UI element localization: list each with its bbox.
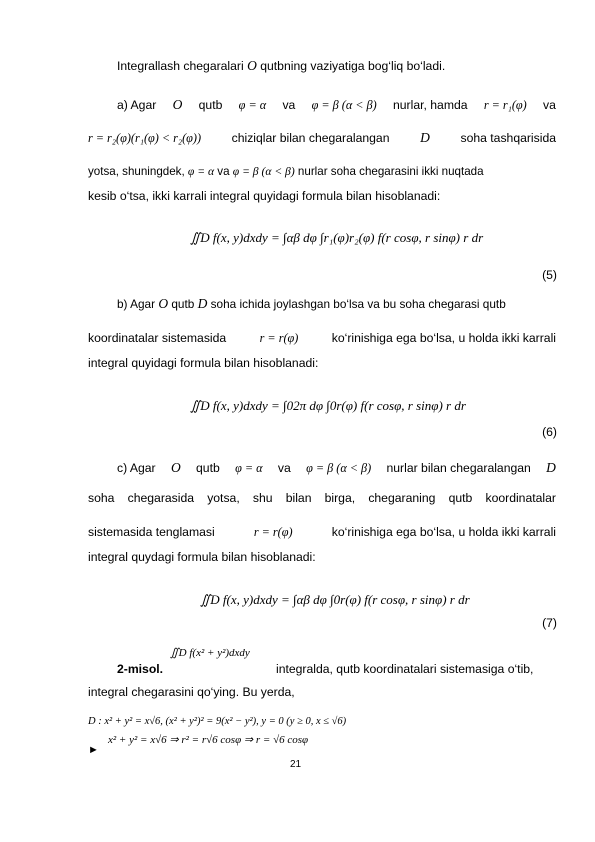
- case-c-line2: soha chegarasida yotsa, shu bilan birga, chegaraning qutb koordinatalar: [88, 491, 556, 505]
- case-b-line2: koordinatalar sistemasida r = r(φ) ko‘rinishiga ega bo‘lsa, u holda ikki karrali: [88, 331, 556, 345]
- equation-number-5: (5): [542, 268, 557, 282]
- case-a-line3: yotsa, shuningdek, φ = α va φ = β (α < β) nurlar soha chegarasini ikki nuqtada: [88, 165, 484, 178]
- domain-d: D : x² + y² = x√6, (x² + y²)² = 9(x² − y²), y = 0 (y ≥ 0, x ≤ √6): [88, 716, 347, 727]
- case-a-line4: kesib o‘tsa, ikki karrali integral quyidagi formula bilan hisoblanadi:: [88, 189, 441, 203]
- intro-line: Integrallash chegaralari O qutbning vaziyatiga bog‘liq bo‘ladi.: [117, 58, 446, 73]
- formula-7: ∬D f(x, y)dxdy = ∫αβ dφ ∫0r(φ) f(r cosφ, r sinφ) r dr: [200, 592, 470, 607]
- case-c-line1: c) Agar O qutb φ = α va φ = β (α < β) nurlar bilan chegaralangan D: [117, 460, 556, 475]
- formula-6: ∬D f(x, y)dxdy = ∫02π dφ ∫0r(φ) f(r cosφ, r sinφ) r dr: [190, 398, 466, 413]
- case-c-line3: sistemasida tenglamasi r = r(φ) ko‘rinishiga ega bo‘lsa, u holda ikki karrali: [88, 525, 556, 539]
- case-a-line1: a) Agar O qutb φ = α va φ = β (α < β) nurlar, hamda r = r₁(φ) va: [117, 97, 556, 112]
- case-b-line1: b) Agar O qutb D soha ichida joylashgan bo‘lsa va bu soha chegarasi qutb: [117, 296, 506, 311]
- example-2-heading: 2-misol.: [117, 662, 164, 676]
- example-2-integral: ∬D f(x² + y²)dxdy: [170, 647, 250, 659]
- page-number: 21: [290, 759, 302, 770]
- formula-5: ∬D f(x, y)dxdy = ∫αβ dφ ∫r₁(φ)r₂(φ) f(r cosφ, r sinφ) r dr: [190, 230, 484, 245]
- equation-number-6: (6): [542, 425, 557, 439]
- case-b-line3: integral quyidagi formula bilan hisoblanadi:: [88, 356, 319, 370]
- equation-number-7: (7): [542, 616, 557, 630]
- example-2-text: integralda, qutb koordinatalari sistemasiga o‘tib,: [276, 662, 534, 676]
- solution-line: x² + y² = x√6 ⇒ r² = r√6 cosφ ⇒ r = √6 cosφ: [108, 734, 309, 746]
- case-c-line4: integral quydagi formula bilan hisoblanadi:: [88, 550, 316, 564]
- solution-marker: ►: [88, 744, 99, 756]
- case-a-line2: r = r₂(φ)(r₁(φ) < r₂(φ)) chiziqlar bilan chegaralangan D soha tashqarisida: [88, 130, 556, 145]
- example-2-line2: integral chegarasini qo‘ying. Bu yerda,: [88, 685, 295, 699]
